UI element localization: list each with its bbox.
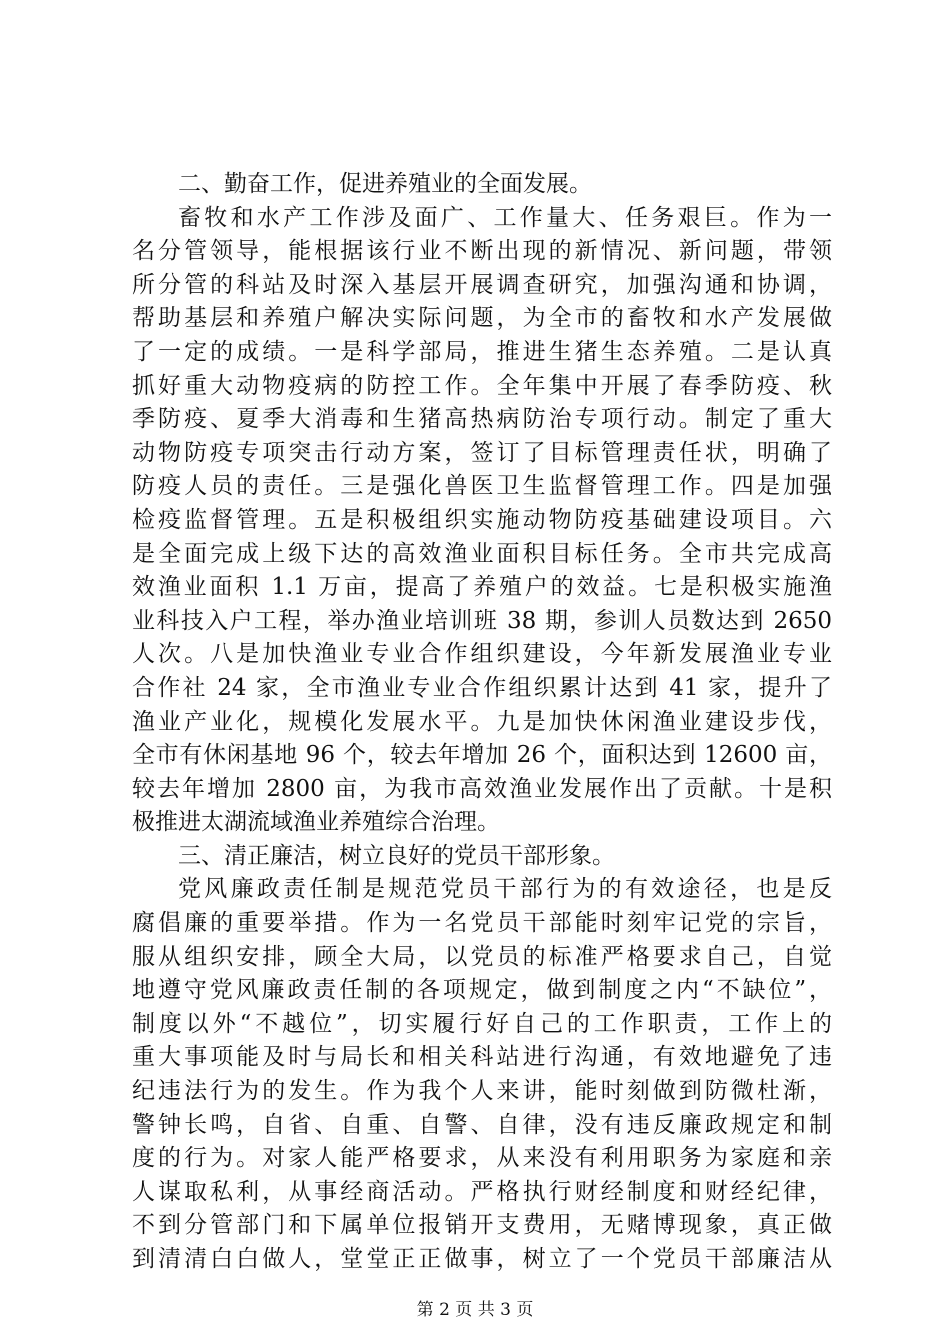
- document-body: [132, 168, 832, 1277]
- paragraph-line: 警钟长鸣，自省、自重、自警、自律，没有违反廉政规定和制: [132, 1111, 832, 1138]
- paragraph-line: 到清清白白做人，堂堂正正做事，树立了一个党员干部廉洁从: [132, 1246, 832, 1272]
- paragraph-line: 合作社 24 家，全市渔业专业合作组织累计达到 41 家，提升了: [132, 674, 832, 701]
- paragraph-line: 制度以外“不越位”，切实履行好自己的工作职责，工作上的: [132, 1010, 832, 1037]
- paragraph-line: 重大事项能及时与局长和相关科站进行沟通，有效地避免了违: [132, 1044, 832, 1071]
- paragraph-line: 人谋取私利，从事经商活动。严格执行财经制度和财经纪律，: [132, 1178, 832, 1205]
- paragraph-line: 所分管的科站及时深入基层开展调查研究，加强沟通和协调，: [132, 271, 832, 298]
- paragraph-line: 名分管领导，能根据该行业不断出现的新情况、新问题，带领: [132, 238, 832, 265]
- paragraph-line: 是全面完成上级下达的高效渔业面积目标任务。全市共完成高: [132, 540, 832, 567]
- page-number-footer: 第 2 页 共 3 页: [416, 1300, 534, 1320]
- section-heading-3: 三、清正廉洁，树立良好的党员干部形象。: [178, 842, 615, 869]
- paragraph-line: 度的行为。对家人能严格要求，从来没有利用职务为家庭和亲: [132, 1145, 832, 1172]
- paragraph-line: 渔业产业化，规模化发展水平。九是加快休闲渔业建设步伐，: [132, 708, 832, 735]
- paragraph-line: 防疫人员的责任。三是强化兽医卫生监督管理工作。四是加强: [132, 473, 832, 500]
- paragraph-line: 腐倡廉的重要举措。作为一名党员干部能时刻牢记党的宗旨，: [132, 910, 832, 937]
- paragraph-line: 效渔业面积 1.1 万亩，提高了养殖户的效益。七是积极实施渔: [132, 574, 832, 601]
- paragraph-line: 帮助基层和养殖户解决实际问题，为全市的畜牧和水产发展做: [132, 305, 832, 332]
- paragraph-line: 季防疫、夏季大消毒和生猪高热病防治专项行动。制定了重大: [132, 406, 832, 433]
- paragraph-line: 全市有休闲基地 96 个，较去年增加 26 个，面积达到 12600 亩，: [132, 742, 832, 769]
- paragraph-line: 纪违法行为的发生。作为我个人来讲，能时刻做到防微杜渐，: [132, 1078, 832, 1105]
- paragraph-line: 畜牧和水产工作涉及面广、工作量大、任务艰巨。作为一: [178, 204, 832, 231]
- paragraph-line: 党风廉政责任制是规范党员干部行为的有效途径，也是反: [178, 876, 832, 903]
- paragraph-line: 业科技入户工程，举办渔业培训班 38 期，参训人员数达到 2650: [132, 607, 832, 634]
- paragraph-line: 了一定的成绩。一是科学部局，推进生猪生态养殖。二是认真: [132, 338, 832, 365]
- paragraph-line: 检疫监督管理。五是积极组织实施动物防疫基础建设项目。六: [132, 506, 832, 533]
- paragraph-line: 地遵守党风廉政责任制的各项规定，做到制度之内“不缺位”，: [132, 977, 832, 1004]
- paragraph-line: 人次。八是加快渔业专业合作组织建设，今年新发展渔业专业: [132, 641, 832, 668]
- paragraph-line: 动物防疫专项突击行动方案，签订了目标管理责任状，明确了: [132, 439, 832, 466]
- section-heading-2: 二、勤奋工作，促进养殖业的全面发展。: [178, 171, 592, 197]
- paragraph-line: 较去年增加 2800 亩，为我市高效渔业发展作出了贡献。十是积: [132, 775, 832, 802]
- paragraph-line: 服从组织安排，顾全大局，以党员的标准严格要求自己，自觉: [132, 943, 832, 970]
- paragraph-line: 不到分管部门和下属单位报销开支费用，无赌博现象，真正做: [132, 1212, 832, 1239]
- paragraph-line: 抓好重大动物疫病的防控工作。全年集中开展了春季防疫、秋: [132, 372, 832, 399]
- paragraph-line: 极推进太湖流域渔业养殖综合治理。: [132, 809, 500, 836]
